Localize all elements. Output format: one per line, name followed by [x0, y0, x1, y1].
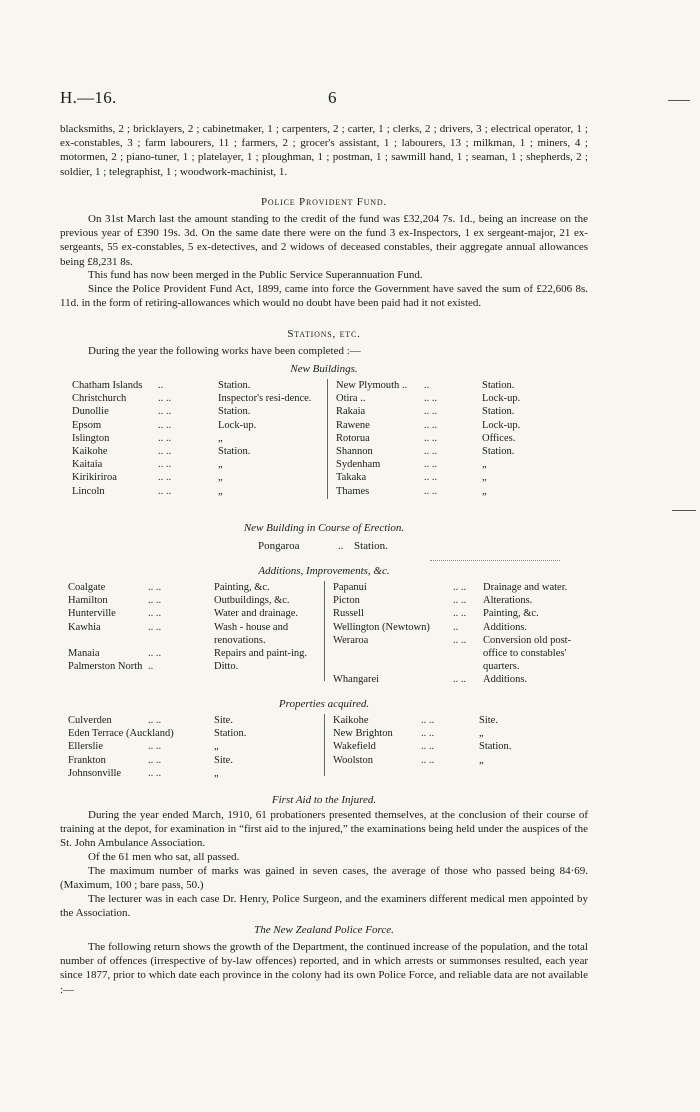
- leader-dots: .. ..: [148, 767, 162, 779]
- entry-description: „: [218, 459, 223, 471]
- list-item: [336, 432, 552, 445]
- entry-name: Islington: [72, 432, 110, 444]
- entry-name: Hamilton: [68, 595, 108, 607]
- stations-heading: Stations, etc.: [287, 328, 361, 340]
- additions-heading: Additions, Improvements, &c.: [258, 565, 390, 577]
- entry-name: Kaitaia: [72, 459, 103, 471]
- entry-name: Wellington (Newtown): [333, 621, 430, 633]
- entry-description: Water and drainage.: [214, 608, 298, 620]
- document-id: H.—16.: [60, 88, 117, 107]
- list-item: [336, 485, 552, 498]
- additions-right-column: [333, 581, 593, 687]
- leader-dots: .. ..: [158, 419, 172, 431]
- list-item: [333, 594, 593, 607]
- leader-dots: .. ..: [158, 459, 172, 471]
- entry-description: Lock-up.: [482, 393, 521, 405]
- leader-dots: ..: [424, 380, 430, 391]
- entry-name: Kaikohe: [333, 715, 369, 726]
- page-number: 6: [328, 88, 337, 107]
- scan-mark: [672, 510, 696, 511]
- entry-description: Outbuildings, &c.: [214, 595, 290, 607]
- entry-name: Kaikohe: [72, 446, 108, 458]
- leader-dots: .. ..: [158, 485, 172, 497]
- list-item: [72, 445, 314, 458]
- list-item: [68, 581, 318, 594]
- entry-description: „: [214, 741, 219, 753]
- entry-description: „: [218, 485, 223, 497]
- first-aid-heading: First Aid to the Injured.: [271, 794, 377, 806]
- entry-name: Epsom: [72, 419, 102, 431]
- entry-name: Hunterville: [68, 608, 116, 620]
- leader-dots: .. ..: [148, 715, 162, 726]
- properties-left-column: [68, 714, 294, 780]
- leader-dots: .. ..: [421, 728, 435, 740]
- leader-dots: .. ..: [158, 446, 172, 458]
- leader-dots: .. ..: [424, 472, 438, 484]
- entry-description: Station.: [214, 728, 247, 740]
- faint-rule: [430, 560, 560, 562]
- list-item: [336, 445, 552, 458]
- entry-description: Offices.: [482, 432, 516, 444]
- list-item: [68, 607, 318, 620]
- entry-description: Lock-up.: [218, 419, 257, 431]
- leader-dots: .. ..: [148, 582, 162, 593]
- list-item: [333, 754, 549, 767]
- entry-name: Kawhia: [68, 621, 101, 633]
- entry-name: Culverden: [68, 715, 112, 726]
- list-item: [333, 607, 593, 620]
- police-force-paragraph: The following return shows the growth of the Department, the continued increase of the population, and the total number of offences (irrespective of by-law offences) reported, and in which arrests or summonses resulted, each year since 1877, prior to which date each province in the colony had its own Police Force, and reliable data are not available :—: [60, 941, 588, 996]
- entry-name: Weraroa: [333, 634, 369, 646]
- in-course-heading: New Building in Course of Erection.: [243, 522, 405, 534]
- in-course-entry: [258, 540, 388, 553]
- leader-dots: .. ..: [424, 406, 438, 418]
- entry-description: Lock-up.: [482, 419, 521, 431]
- entry-name: Christchurch: [72, 393, 127, 405]
- leader-dots: .. ..: [421, 754, 435, 766]
- properties-right-column: [333, 714, 549, 767]
- entry-name: Rawene: [336, 419, 370, 431]
- list-item: [336, 379, 552, 392]
- entry-description: „: [482, 459, 487, 471]
- list-item: [68, 594, 318, 607]
- entry-description: Inspector's resi-dence.: [218, 393, 312, 405]
- list-item: [72, 485, 314, 498]
- entry-description: Site.: [214, 754, 233, 766]
- entry-name: Rotorua: [336, 432, 370, 444]
- leader-dots: ..: [148, 661, 154, 673]
- list-item: [72, 405, 314, 418]
- leader-dots: .. ..: [424, 393, 438, 405]
- entry-name: Eden Terrace (Auckland): [68, 728, 174, 740]
- entry-description: „: [214, 767, 219, 779]
- list-item: [72, 458, 314, 471]
- entry-description: Additions.: [483, 621, 528, 633]
- entry-description: Additions.: [483, 674, 528, 686]
- entry-name: Johnsonville: [68, 767, 122, 779]
- entry-name: Sydenham: [336, 459, 381, 471]
- properties-heading: Properties acquired.: [278, 698, 370, 710]
- first-aid-paragraph-1: During the year ended March, 1910, 61 probationers presented themselves, at the conclusion of their course of training at the depot, for examination in “first aid to the injured,” the examinations being held under the auspices of the St. John Ambulance Association.: [60, 809, 588, 850]
- leader-dots: .. ..: [453, 582, 467, 593]
- leader-dots: .. ..: [453, 634, 467, 646]
- entry-description: Station.: [482, 446, 515, 458]
- list-item: [336, 405, 552, 418]
- entry-description: Repairs and paint-ing.: [214, 648, 308, 660]
- entry-description: „: [479, 728, 484, 740]
- list-item: [72, 471, 314, 484]
- entry-description: Station.: [482, 380, 515, 391]
- list-item: [333, 714, 549, 727]
- stations-intro: During the year the following works have been completed :—: [88, 345, 361, 357]
- entry-description: Station.: [218, 446, 251, 458]
- list-item: [68, 727, 294, 740]
- column-divider: [324, 581, 325, 681]
- entry-name: Thames: [336, 485, 370, 497]
- provident-fund-paragraph-3: Since the Police Provident Fund Act, 1899, came into force the Government have saved the sum of £22,606 8s. 11d. in the form of retiring-allowances which would no doubt have been paid had it not existed.: [60, 283, 588, 310]
- leader-dots: .. ..: [424, 419, 438, 431]
- list-item: [333, 727, 549, 740]
- list-item: [68, 754, 294, 767]
- first-aid-paragraph-3: The maximum number of marks was gained in seven cases, the average of those who passed being 84·69. (Maximum, 100 ; bare pass, 50.): [60, 865, 588, 892]
- list-item: [336, 471, 552, 484]
- entry-name: Chatham Islands: [72, 380, 143, 391]
- list-item: [333, 621, 593, 634]
- entry-description: „: [218, 432, 223, 444]
- leader-dots: .. ..: [148, 621, 162, 633]
- column-divider: [327, 379, 328, 499]
- entry-description: „: [482, 472, 487, 484]
- entry-name: Papanui: [333, 582, 367, 593]
- list-item: [333, 581, 593, 594]
- list-item: [336, 419, 552, 432]
- leader-dots: .. ..: [453, 674, 467, 686]
- list-item: [333, 673, 593, 686]
- entry-name: Wakefield: [333, 741, 376, 753]
- leader-dots: ..: [453, 621, 459, 633]
- entry-name: New Brighton: [333, 728, 393, 740]
- entry-name: Coalgate: [68, 582, 106, 593]
- leader-dots: .. ..: [421, 741, 435, 753]
- list-item: [68, 714, 294, 727]
- entry-name: Lincoln: [72, 485, 105, 497]
- police-force-heading: The New Zealand Police Force.: [254, 924, 394, 936]
- entry-name: Dunollie: [72, 406, 109, 418]
- leader-dots: ..: [338, 540, 344, 552]
- leader-dots: .. ..: [148, 648, 162, 660]
- entry-description: Station.: [218, 406, 251, 418]
- new-buildings-right-column: [336, 379, 552, 498]
- entry-name: Shannon: [336, 446, 373, 458]
- additions-left-column: [68, 581, 318, 673]
- entry-description: Alterations.: [483, 595, 533, 607]
- entry-description: Painting, &c.: [483, 608, 539, 620]
- entry-description: Site.: [479, 715, 498, 726]
- entry-description: Station.: [218, 380, 251, 391]
- leader-dots: .. ..: [158, 406, 172, 418]
- list-item: [72, 392, 314, 405]
- list-item: [68, 740, 294, 753]
- list-item: [68, 767, 294, 780]
- entry-description: Site.: [214, 715, 233, 726]
- entry-name: Ellerslie: [68, 741, 103, 753]
- leader-dots: .. ..: [424, 485, 438, 497]
- new-buildings-heading: New Buildings.: [290, 363, 358, 375]
- leader-dots: .. ..: [453, 595, 467, 607]
- provident-fund-paragraph-2: This fund has now been merged in the Public Service Superannuation Fund.: [88, 269, 423, 281]
- leader-dots: [148, 727, 214, 740]
- leader-dots: .. ..: [424, 432, 438, 444]
- entry-description: Station.: [479, 741, 512, 753]
- new-buildings-left-column: [72, 379, 314, 498]
- entry-description: „: [482, 485, 487, 497]
- entry-description: Drainage and water.: [483, 582, 568, 593]
- entry-description: „: [479, 754, 484, 766]
- entry-name: Woolston: [333, 754, 373, 766]
- first-aid-paragraph-2: Of the 61 men who sat, all passed.: [88, 851, 240, 863]
- list-item: [333, 740, 549, 753]
- leader-dots: .. ..: [158, 393, 172, 405]
- entry-description: Conversion old post-office to constables' quarters.: [483, 634, 572, 673]
- provident-fund-paragraph-1: On 31st March last the amount standing to the credit of the fund was £32,204 7s. 1d., being an increase on the previous year of £390 19s. 3d. On the same date there were on the fund 3 ex-Inspectors, 1 ex sergeant-major, 21 ex-sergeants, 55 ex-constables, 5 ex-detectives, and 2 widows of deceased constables, their aggregate annual allowances being £8,231 8s.: [60, 213, 588, 268]
- column-divider: [324, 714, 325, 776]
- leader-dots: .. ..: [158, 472, 172, 484]
- entry-name: Palmerston North: [68, 661, 143, 673]
- list-item: [72, 379, 314, 392]
- entry-name: New Plymouth ..: [336, 380, 408, 391]
- entry-name: Otira ..: [336, 393, 366, 405]
- leader-dots: .. ..: [148, 608, 162, 620]
- list-item: [68, 660, 318, 673]
- occupations-paragraph: blacksmiths, 2 ; bricklayers, 2 ; cabinetmaker, 1 ; carpenters, 2 ; carter, 1 ; clerks, 2 ; drivers, 3 ; electrical operator, 1 ; ex-constables, 3 ; farm labourers, 11 ; farmers, 2 ; grocer's assistant, 1 ; labourers, 13 ; milkman, 1 ; miners, 4 ; motormen, 2 ; piano-tuner, 1 ; platelayer, 1 ; ploughman, 1 ; postman, 1 ; sawmill hand, 1 ; seaman, 1 ; shepherds, 2 ; soldier, 1 ; telegraphist, 1 ; woodwork-machinist, 1.: [60, 123, 588, 178]
- leader-dots: .. ..: [158, 432, 172, 444]
- entry-name: Rakaia: [336, 406, 366, 418]
- leader-dots: .. ..: [148, 595, 162, 607]
- leader-dots: .. ..: [148, 754, 162, 766]
- leader-dots: ..: [158, 380, 164, 391]
- leader-dots: .. ..: [421, 715, 435, 726]
- entry-name: Whangarei: [333, 674, 380, 686]
- first-aid-paragraph-4: The lecturer was in each case Dr. Henry, Police Surgeon, and the examiners different medical men appointed by the Association.: [60, 893, 588, 920]
- leader-dots: .. ..: [424, 446, 438, 458]
- entry-name: Picton: [333, 595, 360, 607]
- entry-name: Manaia: [68, 648, 100, 660]
- entry-description: Painting, &c.: [214, 582, 270, 593]
- leader-dots: .. ..: [424, 459, 438, 471]
- entry-description: Ditto.: [214, 661, 239, 673]
- entry-name: Takaka: [336, 472, 367, 484]
- entry-name: Russell: [333, 608, 364, 620]
- provident-fund-heading: Police Provident Fund.: [261, 196, 387, 208]
- list-item: [336, 458, 552, 471]
- list-item: [336, 392, 552, 405]
- list-item: [333, 634, 593, 674]
- entry-name: Kirikiriroa: [72, 472, 117, 484]
- scan-mark: [668, 100, 690, 101]
- entry-name: Frankton: [68, 754, 106, 766]
- list-item: [68, 647, 318, 660]
- list-item: [68, 621, 318, 647]
- entry-description: Wash - house and renovations.: [214, 621, 289, 646]
- entry-description: Station.: [354, 540, 388, 552]
- list-item: [72, 432, 314, 445]
- leader-dots: .. ..: [148, 741, 162, 753]
- entry-description: Station.: [482, 406, 515, 418]
- entry-name: Pongaroa: [258, 540, 300, 552]
- list-item: [72, 419, 314, 432]
- leader-dots: .. ..: [453, 608, 467, 620]
- entry-description: „: [218, 472, 223, 484]
